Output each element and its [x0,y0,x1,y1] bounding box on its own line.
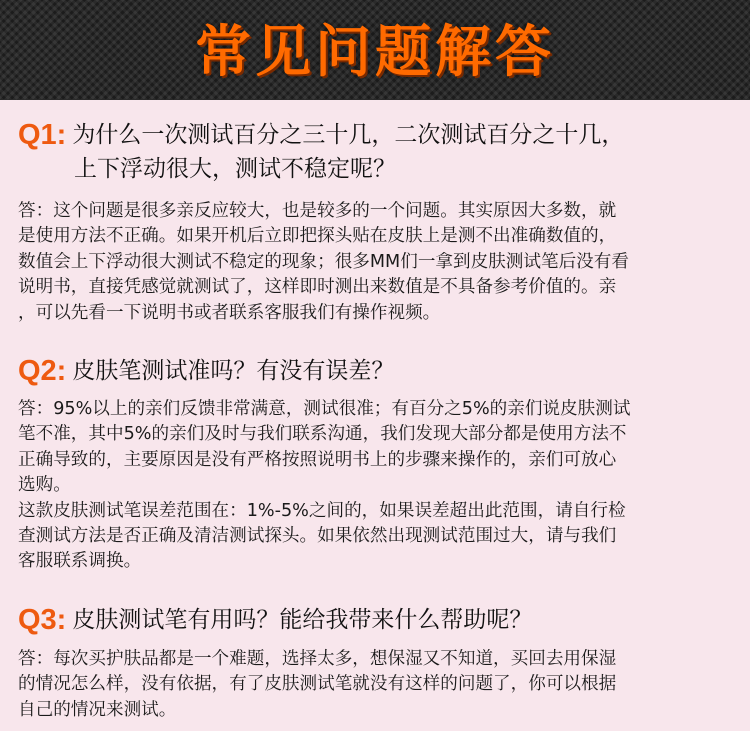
answer-line: 这款皮肤测试笔误差范围在：1%-5%之间的，如果误差超出此范围，请自行检 [18,500,626,521]
question-text-line: 上下浮动很大，测试不稳定呢？ [74,156,396,182]
answer-line: 说明书，直接凭感觉就测试了，这样即时测出来数值是不具备参考价值的。亲 [18,277,617,298]
answer-line: 选购。 [18,475,71,496]
faq-question-1 [18,118,624,152]
question-text-line: 皮肤测试笔有用吗？能给我带来什么帮助呢？ [72,607,533,633]
answer-line: 答：95%以上的亲们反馈非常满意，测试很准；有百分之5%的亲们说皮肤测试 [18,399,631,419]
question-label: Q2: [18,355,67,387]
faq-question-2 [18,354,394,388]
question-label: Q1: [18,119,67,151]
answer-line: 笔不准，其中5%的亲们及时与我们联系沟通，我们发现大部分都是使用方法不 [18,424,627,445]
question-text-line: 皮肤笔测试准吗？有没有误差？ [72,358,395,384]
faq-question-1-continued [74,152,396,186]
page-title: 常见问题解答 [195,20,555,85]
answer-line: 查测试方法是否正确及清洁测试探头。如果依然出现测试范围过大，请与我们 [18,526,617,547]
answer-line: ，可以先看一下说明书或者联系客服我们有操作视频。 [18,302,441,323]
answer-line: 答：这个问题是很多亲反应较大，也是较多的一个问题。其实原因大多数，就 [18,201,617,221]
question-text-line: 为什么一次测试百分之三十几，二次测试百分之十几， [72,122,625,148]
faq-question-3 [18,603,532,637]
answer-line: 客服联系调换。 [18,551,142,572]
answer-line: 的情况怎么样，没有依据，有了皮肤测试笔就没有这样的问题了，你可以根据 [18,674,617,695]
answer-line: 答：每次买护肤品都是一个难题，选择太多，想保湿又不知道，买回去用保湿 [18,649,617,669]
faq-answer-3 [18,647,738,723]
answer-line: 数值会上下浮动很大测试不稳定的现象；很多MM们一拿到皮肤测试笔后没有看 [18,251,629,272]
answer-line: 是使用方法不正确。如果开机后立即把探头贴在皮肤上是测不出准确数值的， [18,226,617,247]
page-header [0,0,750,100]
answer-line: 正确导致的，主要原因是没有严格按照说明书上的步骤来操作的，亲们可放心 [18,449,617,470]
question-label: Q3: [18,604,67,636]
faq-answer-2 [18,397,738,575]
answer-line: 自己的情况来测试。 [18,699,177,720]
faq-answer-1 [18,199,738,326]
